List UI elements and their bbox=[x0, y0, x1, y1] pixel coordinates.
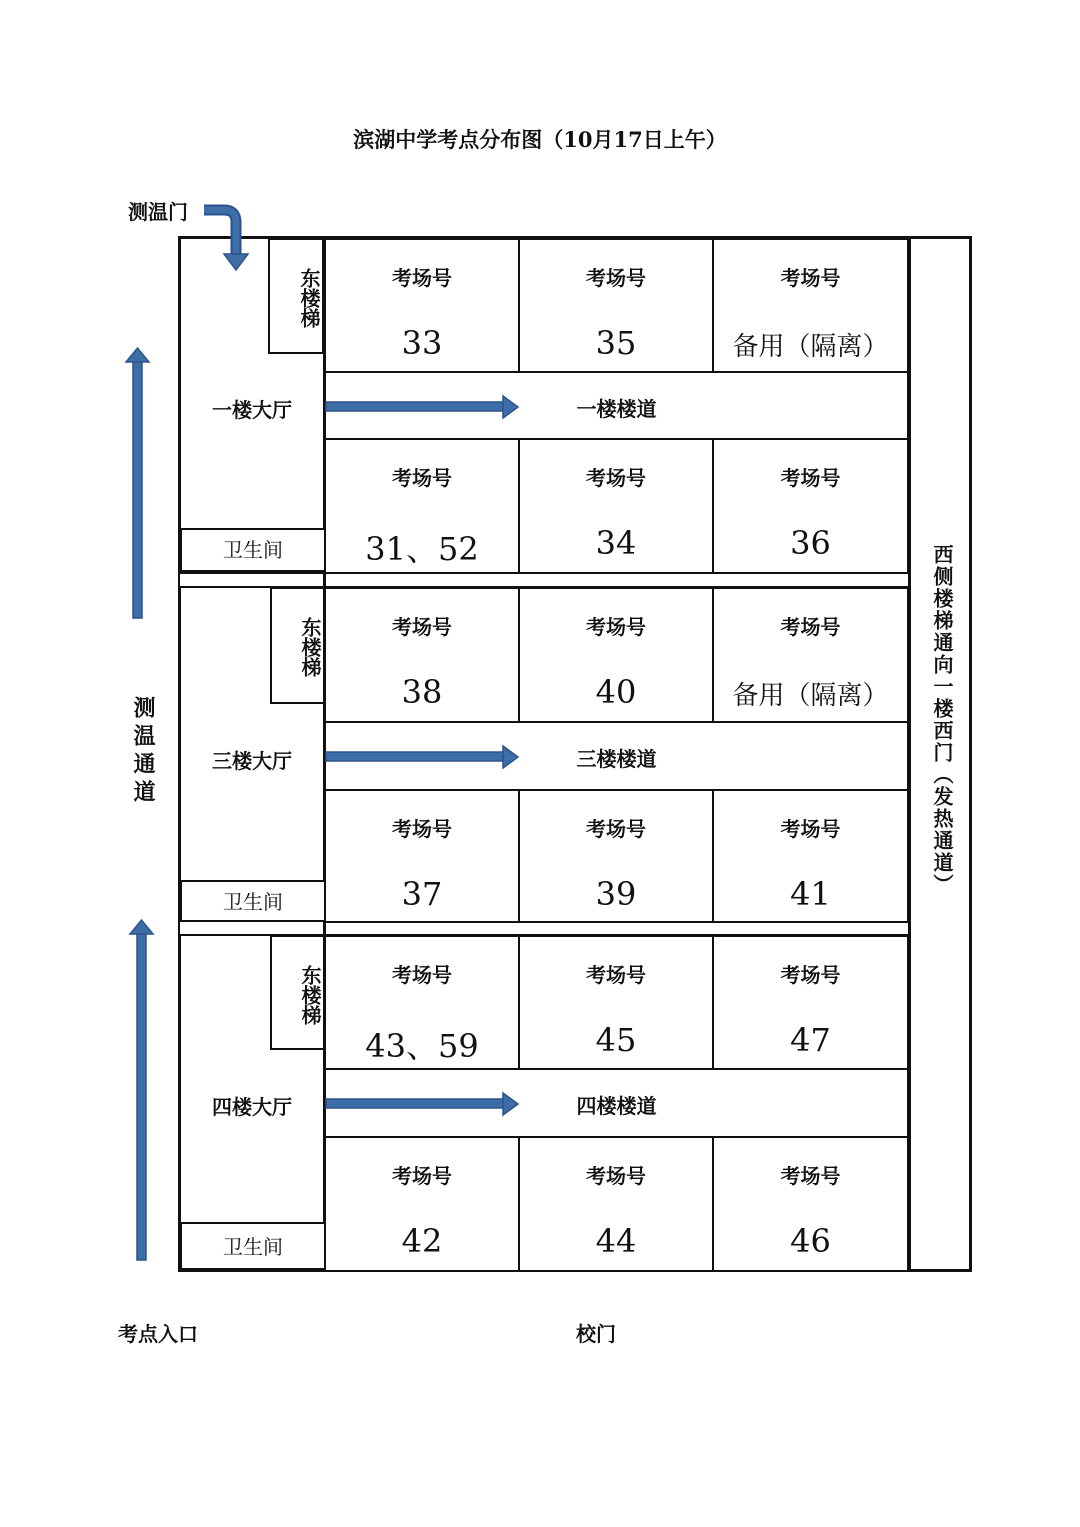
room-number: 38 bbox=[401, 673, 443, 711]
corridor-arrow-shaft bbox=[326, 1099, 504, 1108]
room-number: 40 bbox=[595, 673, 637, 711]
room-number: 41 bbox=[790, 875, 831, 913]
up-arrow-shaft bbox=[137, 932, 146, 1260]
hall-label: 三楼大厅 bbox=[212, 749, 292, 773]
room-number: 31、52 bbox=[365, 530, 479, 568]
corridor-arrow-head bbox=[503, 1093, 518, 1115]
hall-label: 四楼大厅 bbox=[212, 1095, 292, 1119]
restroom: 卫生间 bbox=[180, 880, 326, 922]
room-caption: 考场号 bbox=[586, 615, 646, 639]
room-caption: 考场号 bbox=[586, 1164, 646, 1188]
exam-entrance-label: 考点入口 bbox=[118, 1322, 198, 1346]
room-number: 42 bbox=[401, 1222, 443, 1260]
up-arrow-head bbox=[126, 348, 149, 362]
page-title: 滨湖中学考点分布图（10月17日上午） bbox=[353, 127, 727, 152]
room-caption: 考场号 bbox=[392, 1164, 452, 1188]
room-number: 46 bbox=[790, 1222, 831, 1260]
room-number: 44 bbox=[595, 1222, 637, 1260]
temp-channel-label: 测温通道 bbox=[130, 696, 156, 808]
restroom: 卫生间 bbox=[180, 1222, 326, 1270]
room-number: 43、59 bbox=[365, 1027, 479, 1065]
room-caption: 考场号 bbox=[586, 466, 646, 490]
room-number: 备用（隔离） bbox=[732, 681, 889, 711]
corridor-label: 三楼楼道 bbox=[576, 747, 657, 771]
room-caption: 考场号 bbox=[780, 466, 841, 490]
room-caption: 考场号 bbox=[780, 963, 841, 987]
corridor-arrow-head bbox=[503, 396, 518, 418]
room-caption: 考场号 bbox=[392, 963, 452, 987]
room-caption: 考场号 bbox=[780, 615, 841, 639]
room-number: 37 bbox=[401, 875, 443, 913]
room-number: 36 bbox=[790, 524, 831, 562]
corridor-arrow-shaft bbox=[326, 402, 504, 411]
room-caption: 考场号 bbox=[780, 817, 841, 841]
school-gate-label: 校门 bbox=[576, 1322, 616, 1346]
room-number: 39 bbox=[595, 875, 637, 913]
east-stair-label: 东楼梯 bbox=[298, 617, 322, 677]
room-number: 47 bbox=[790, 1021, 831, 1059]
room-caption: 考场号 bbox=[780, 1164, 841, 1188]
room-number: 45 bbox=[595, 1021, 637, 1059]
room-caption: 考场号 bbox=[586, 963, 646, 987]
east-stair-label: 东楼梯 bbox=[297, 268, 321, 328]
corridor-arrow-shaft bbox=[326, 752, 504, 761]
room-number: 33 bbox=[401, 324, 443, 362]
up-arrow-head bbox=[130, 920, 153, 934]
west-stair-label: 西侧楼梯通向一楼西门（发热通道） bbox=[930, 544, 954, 896]
corridor-label: 四楼楼道 bbox=[576, 1094, 657, 1118]
room-number: 35 bbox=[595, 324, 637, 362]
room-caption: 考场号 bbox=[586, 817, 646, 841]
corridor-arrow-head bbox=[503, 746, 518, 768]
room-caption: 考场号 bbox=[392, 817, 452, 841]
entry-arrow-head bbox=[224, 254, 248, 270]
east-stair-label: 东楼梯 bbox=[298, 965, 322, 1025]
room-number: 备用（隔离） bbox=[732, 332, 889, 362]
room-caption: 考场号 bbox=[392, 466, 452, 490]
restroom: 卫生间 bbox=[180, 528, 326, 572]
room-caption: 考场号 bbox=[780, 266, 841, 290]
room-caption: 考场号 bbox=[586, 266, 646, 290]
up-arrow-shaft bbox=[133, 360, 142, 618]
hall-label: 一楼大厅 bbox=[212, 398, 292, 422]
room-caption: 考场号 bbox=[392, 266, 452, 290]
temp-door-label: 测温门 bbox=[128, 200, 188, 224]
corridor-label: 一楼楼道 bbox=[576, 397, 657, 421]
room-number: 34 bbox=[595, 524, 637, 562]
room-caption: 考场号 bbox=[392, 615, 452, 639]
